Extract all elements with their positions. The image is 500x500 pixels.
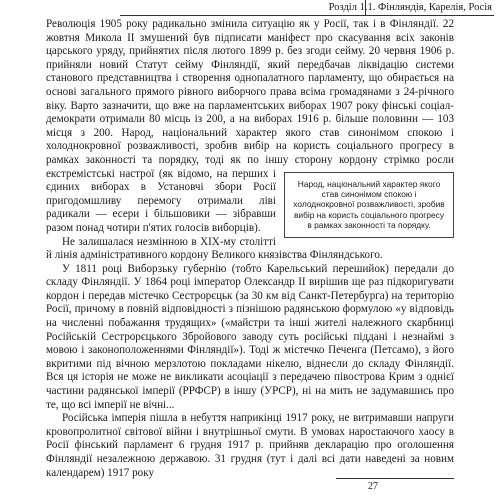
paragraph-text: Не залишалася незмінною в XIX-му столітті й лінія адміністративного кордону Великого князівства Фінляндського.	[46, 235, 383, 262]
page-header	[0, 0, 500, 17]
paragraph-text: Російська імперія пішла в небуття наприкінці 1917 року, не витримавши напруги кровопролитної світової війни і внутрішньої смути. В умовах наростаючого хаосу в Росії фінський парламент 6 грудня 1917 р. прийняв декларацію про оголошення Фінляндії незалежною державою. 31 грудня (тут і далі всі дати наведені за новим календарем) 1917 року	[46, 412, 454, 479]
page-number: 27	[368, 481, 378, 492]
header-rule	[120, 15, 494, 16]
paragraph-revolution-1905	[46, 18, 454, 236]
footer-rule	[336, 478, 454, 479]
paragraph-empire-1917	[46, 412, 454, 480]
paragraph-text-part: Революція 1905 року радикально змінила ситуацію як у Росії, так і в Фінляндії. 22 жовтня Микола II змушений був підписати маніфест про скасування всіх законів царського уряду, прийнятих після лютого 1899 р. без згоди сейму. 20 червня 1906 р. прийняли новий Статут сейму Фінляндії, який передбачав ліквідацію системи станового представництва і створення однопалатного парламенту, що обирається на основі загального прямого рівного виборчого права всіма громадянами з 24-річного віку. Варто зазначити, що вже на парламентських виборах 1907 року фінські соціал-демократи отримали 80 місць із 200, а на виборах 1916 р. більше половини — 103 місця з 200. Народ, національний характер якого став синонімом спокою і холоднокровної розважливості, зробив вибір на користь соціального прогресу в рамках законності та порядку, тоді як по іншу сторону кордону	[46, 18, 454, 166]
paragraph-vyborg-1811	[46, 263, 454, 413]
running-title: Розділ 1.1. Фінляндія, Карелія, Росія	[328, 2, 492, 13]
paragraph-border-line	[46, 236, 454, 263]
sidebar-quote-box	[284, 172, 454, 238]
body-text	[46, 18, 454, 480]
sidebar-quote-text: Народ, національний характер якого став синонімом спокою і холоднокровної розважливості, зробив вибір на користь соціального прогресу в рамках законності та порядку.	[293, 178, 445, 231]
paragraph-text-part: стрімко росли екстремістські настрої (як відомо, на перших і єдиних виборах в Установчі збори Росії пригодомшливу перемогу отримали ліві радикали — есери і більшовики — зібравши разом понад чотири п'ятих голосів виборців).	[46, 153, 454, 234]
paragraph-text: У 1811 році Виборзьку губернію (тобто Карельський перешийок) передали до складу Фінляндії. У 1864 році імператор Олександр II вирішив ще раз підкоригувати кордон і передав містечко Сестрорєцьк (за 30 км від Санкт-Петербурга) на територію Росії, причому в повній відповідності з пізнішою радянською формулою «у відповідь на численні побажання трудящих» («майстри та інші жителі належного скарбниці Російській Сестрорєцького Збройового заводу суть російські піддані і незнаймі з мовою і законоположеннями Фінляндії»). Тоді ж містечко Печенга (Петсамо), з його вкритими під вічною мерзлотою покладами нікелю, віднесли до складу Фінляндії. Вся ця історія не може не викликати асоціації з передачею півострова Крим з однієї частини радянської імперії (РРФСР) в іншу (УРСР), ні на мить не задумавшись про те, що всі імперії не вічні...	[46, 262, 454, 411]
header-divider-tick	[365, 0, 366, 16]
paragraph-text	[46, 18, 454, 234]
